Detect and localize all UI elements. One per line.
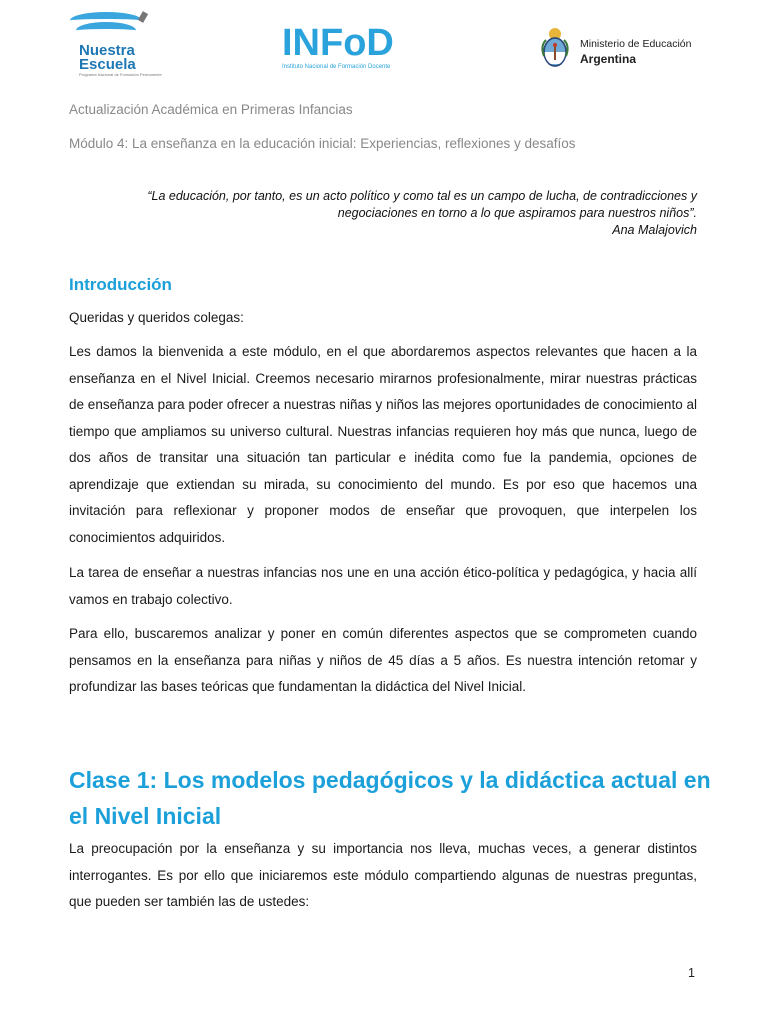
- infod-logo: [282, 24, 422, 78]
- quote-author: Ana Malajovich: [612, 223, 697, 237]
- quote-line: “La educación, por tanto, es un acto político y como tal es un campo de lucha, de contradicciones y: [147, 189, 697, 203]
- infod-logo-subtitle: Instituto Nacional de Formación Docente: [282, 64, 391, 70]
- epigraph-quote: [57, 188, 697, 239]
- page-number: 1: [688, 966, 695, 980]
- logo-text-line1: Nuestra: [79, 42, 135, 59]
- country-name: Argentina: [580, 52, 637, 66]
- quote-line: negociaciones en torno a lo que aspiramos para nuestros niños”.: [337, 206, 697, 220]
- course-title: Actualización Académica en Primeras Infancias: [69, 102, 353, 117]
- logo-subtitle: Programa Nacional de Formación Permanente: [79, 72, 162, 77]
- intro-paragraph-2: La tarea de enseñar a nuestras infancias nos une en una acción ético-política y pedagógica, y hacia allí vamos en trabajo colectivo.: [69, 565, 697, 607]
- greeting: Queridas y queridos colegas:: [69, 310, 244, 325]
- pencil-icon: [138, 11, 148, 23]
- intro-paragraph-3: Para ello, buscaremos analizar y poner en común diferentes aspectos que se comprometen cuando pensamos en la enseñanza para niñas y niños de 45 días a 5 años. Es nuestra intención retomar y profundizar las bases teóricas que fundamentan la didáctica del Nivel Inicial.: [69, 626, 697, 694]
- infod-logo-text: INFoD: [282, 22, 394, 64]
- clase-1-heading: Clase 1: Los modelos pedagógicos y la didáctica actual en el Nivel Inicial: [69, 767, 711, 829]
- logo-text-line2: Escuela: [79, 56, 136, 73]
- logo-arc: [76, 22, 136, 39]
- intro-heading: Introducción: [69, 275, 172, 294]
- clase-1-paragraph: La preocupación por la enseñanza y su importancia nos lleva, muchas veces, a generar distintos interrogantes. Es por ello que iniciaremos este módulo compartiendo algunas de nuestras preguntas, que pueden ser también las de ustedes:: [69, 841, 697, 909]
- ministerio-logo: [540, 26, 710, 74]
- intro-paragraph-1: Les damos la bienvenida a este módulo, en el que abordaremos aspectos relevantes que hacen a la enseñanza en el Nivel Inicial. Creemos necesario mirarnos profesionalmente, mirar nuestras prácticas de enseñanza para poder ofrecer a nuestras niñas y niños las mejores oportunidades de conocimiento al tiempo que ampliamos su universo cultural. Nuestras infancias requieren hoy más que nunca, luego de dos años de transitar una situación tan particular e inédita como fue la pandemia, opciones de aprendizaje que extiendan su mirada, su conocimiento del mundo. Es por eso que hacemos una invitación para reflexionar y proponer modos de enseñar que provoquen, que interpelen los conocimientos adquiridos.: [69, 344, 697, 545]
- ministerio-name: Ministerio de Educación: [580, 38, 692, 50]
- coat-of-arms-icon: [540, 26, 570, 70]
- nuestra-escuela-logo: [66, 10, 162, 82]
- module-title: Módulo 4: La enseñanza en la educación inicial: Experiencias, reflexiones y desafíos: [69, 136, 576, 151]
